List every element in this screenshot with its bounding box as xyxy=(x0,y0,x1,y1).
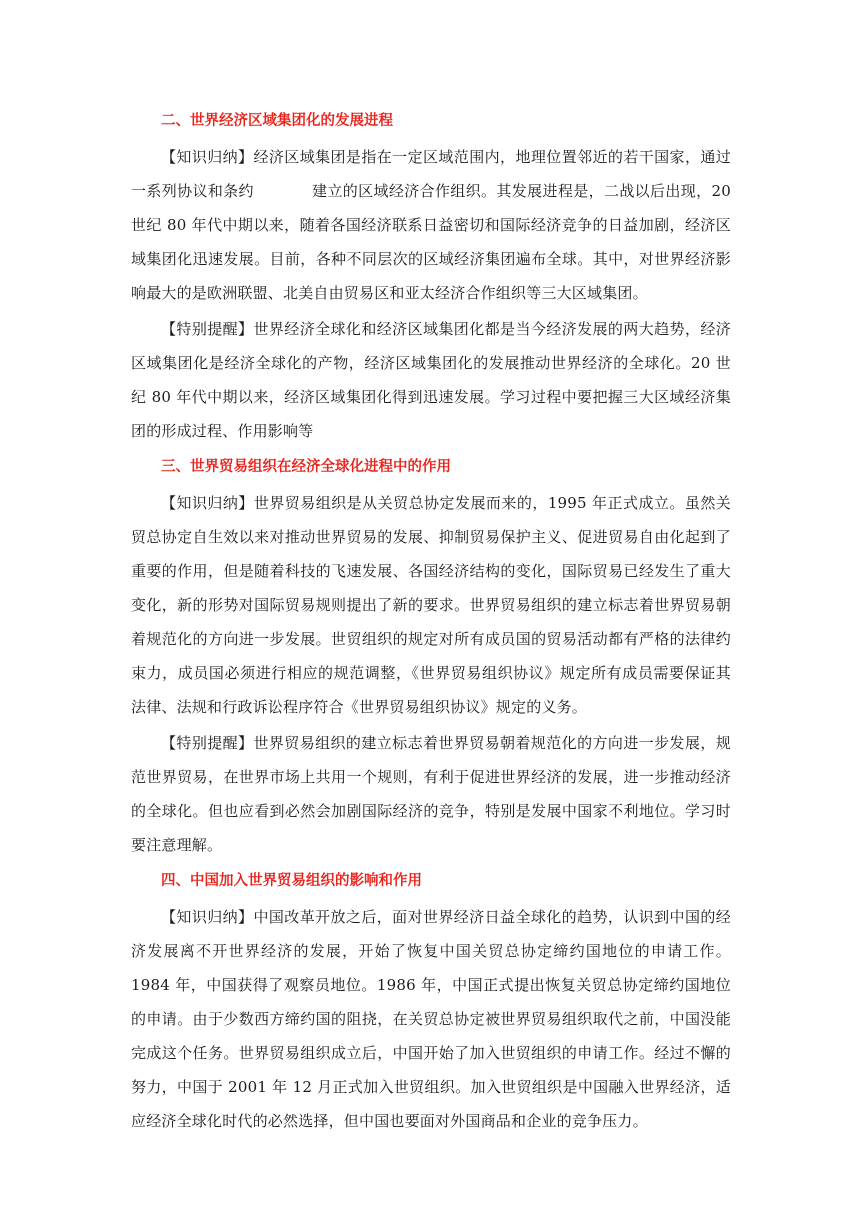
knowledge-paragraph xyxy=(131,900,731,1138)
reminder-text: 世界经济全球化和经济区域集团化都是当今经济发展的两大趋势，经济区域集团化是经济全球化的产物，经济区域集团化的发展推动世界经济的全球化。20 世纪 80 年代中期以来，经济区域集团化得到迅速发展。学习过程中要把握三大区域经济集团的形成过程、作用影响等 xyxy=(131,320,731,440)
reminder-text: 世界贸易组织的建立标志着世界贸易朝着规范化的方向进一步发展，规范世界贸易，在世界市场上共用一个规则，有利于促进世界经济的发展，进一步推动经济的全球化。但也应看到必然会加剧国际经济的竞争，特别是发展中国家不利地位。学习时要注意理解。 xyxy=(131,734,731,854)
document-page xyxy=(131,104,731,1140)
knowledge-paragraph xyxy=(131,140,731,310)
section-heading: 四、中国加入世界贸易组织的影响和作用 xyxy=(161,873,422,889)
knowledge-text: 中国改革开放之后，面对世界经济日益全球化的趋势，认识到中国的经济发展离不开世界经济的发展，开始了恢复中国关贸总协定缔约国地位的申请工作。1984 年，中国获得了观察员地位。1986 年，中国正式提出恢复关贸总协定缔约国地位的申请。由于少数西方缔约国的阻挠，在关贸总协定被世界贸易组织取代之前，中国没能完成这个任务。世界贸易组织成立后，中国开始了加入世贸组织的申请工作。经过不懈的努力，中国于 2001 年 12 月正式加入世贸组织。加入世贸组织是中国融入世界经济，适应经济全球化时代的必然选择，但中国也要面对外国商品和企业的竞争压力。 xyxy=(131,908,731,1130)
reminder-label: 【特别提醒】 xyxy=(161,320,254,338)
knowledge-label: 【知识归纳】 xyxy=(161,494,254,512)
knowledge-text: 建立的区域经济合作组织。其发展进程是，二战以后出现，20 世纪 80 年代中期以来，随着各国经济联系日益密切和国际经济竞争的日益加剧，经济区域集团化迅速发展。目前，各种不同层次的区域经济集团遍布全球。其中，对世界经济影响最大的是欧洲联盟、北美自由贸易区和亚太经济合作组织等三大区域集团。 xyxy=(131,182,731,302)
section-heading: 二、世界经济区域集团化的发展进程 xyxy=(161,113,393,129)
knowledge-label: 【知识归纳】 xyxy=(161,908,254,926)
reminder-paragraph xyxy=(131,312,731,448)
section-heading: 三、世界贸易组织在经济全球化进程中的作用 xyxy=(161,459,451,475)
knowledge-text: 世界贸易组织是从关贸总协定发展而来的，1995 年正式成立。虽然关贸总协定自生效以来对推动世界贸易的发展、抑制贸易保护主义、促进贸易自由化起到了重要的作用，但是随着科技的飞速发展、各国经济结构的变化，国际贸易已经发生了重大变化，新的形势对国际贸易规则提出了新的要求。世界贸易组织的建立标志着世界贸易朝着规范化的方向进一步发展。世贸组织的规定对所有成员国的贸易活动都有严格的法律约束力，成员国必须进行相应的规范调整，《世界贸易组织协议》规定所有成员需要保证其法律、法规和行政诉讼程序符合《世界贸易组织协议》规定的义务。 xyxy=(131,494,732,716)
reminder-label: 【特别提醒】 xyxy=(161,734,254,752)
reminder-paragraph xyxy=(131,726,731,862)
knowledge-paragraph xyxy=(131,486,731,724)
knowledge-text: 经济区域集团是指在一定区域范围内，地理位置邻近的若干国家，通过一系列协议和条约 xyxy=(131,148,731,200)
knowledge-label: 【知识归纳】 xyxy=(161,148,254,166)
